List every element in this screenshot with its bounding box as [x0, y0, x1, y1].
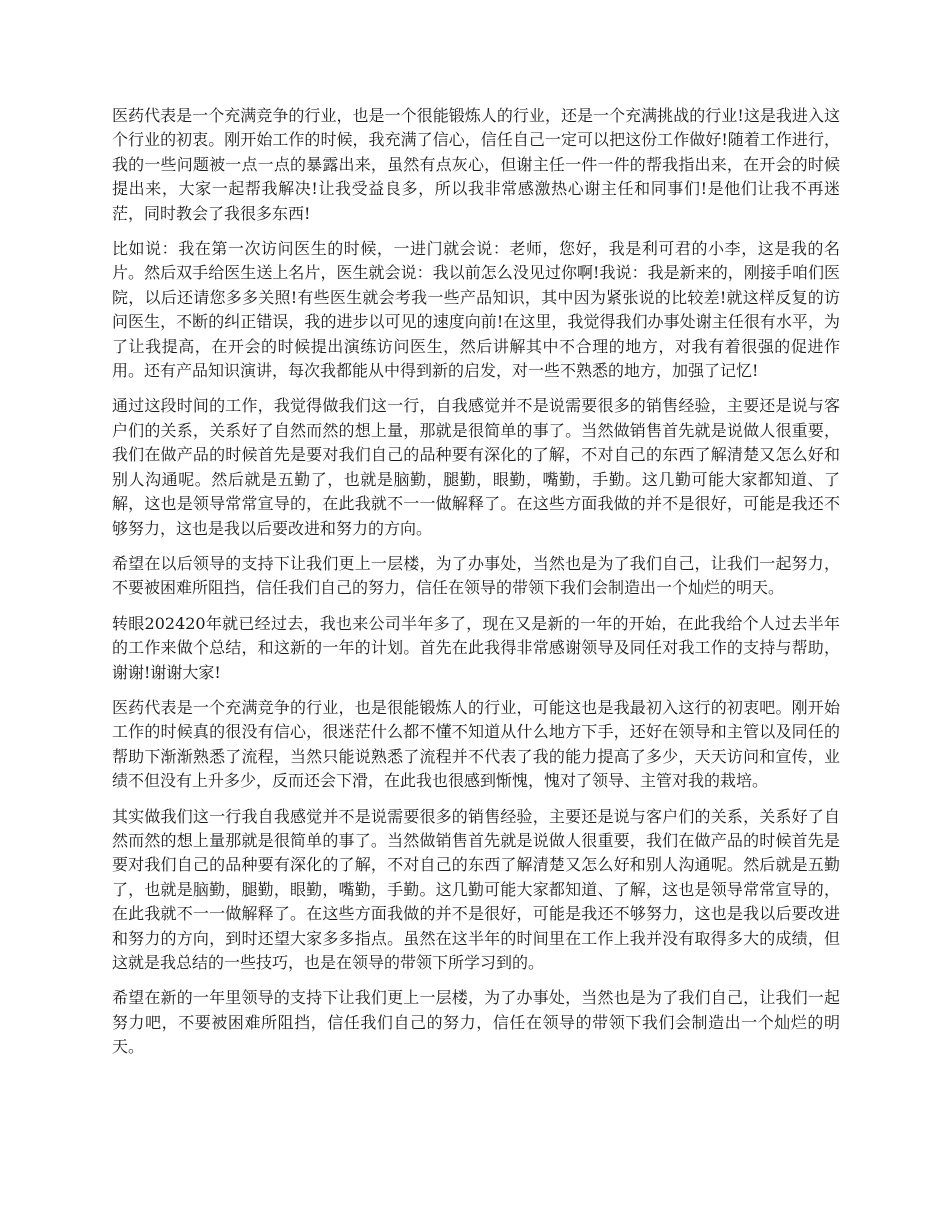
- paragraph: 转眼202420年就已经过去，我也来公司半年多了，现在又是新的一年的开始，在此我给个人过去半年的工作来做个总结，和这新的一年的计划。首先在此我得非常感谢领导及同任对我工作的支持与帮助，谢谢!谢谢大家!: [112, 613, 840, 682]
- paragraph: 其实做我们这一行我自我感觉并不是说需要很多的销售经验，主要还是说与客户们的关系，关系好了自然而然的想上量那就是很简单的事了。当然做销售首先就是说做人很重要，我们在做产品的时候首先是要对我们自己的品种要有深化的了解，不对自己的东西了解清楚又怎么好和别人沟通呢。然后就是五勤了，也就是脑勤，腿勤，眼勤，嘴勤，手勤。这几勤可能大家都知道、了解，这也是领导常常宣导的，在此我就不一一做解释了。在这些方面我做的并不是很好，可能是我还不够努力，这也是我以后要改进和努力的方向，到时还望大家多多指点。虽然在这半年的时间里在工作上我并没有取得多大的成绩，但这就是我总结的一些技巧，也是在领导的带领下所学习到的。: [112, 806, 840, 972]
- paragraph: 医药代表是一个充满竞争的行业，也是一个很能锻炼人的行业，还是一个充满挑战的行业!这是我进入这个行业的初衷。刚开始工作的时候，我充满了信心，信任自己一定可以把这份工作做好!随着工作进行，我的一些问题被一点一点的暴露出来，虽然有点灰心，但谢主任一件一件的帮我指出来，在开会的时候提出来，大家一起帮我解决!让我受益良多，所以我非常感激热心谢主任和同事们!是他们让我不再迷茫，同时教会了我很多东西!: [112, 106, 840, 223]
- paragraph: 希望在以后领导的支持下让我们更上一层楼，为了办事处，当然也是为了我们自己，让我们一起努力，不要被困难所阻挡，信任我们自己的努力，信任在领导的带领下我们会制造出一个灿烂的明天。: [112, 553, 840, 598]
- paragraph: 医药代表是一个充满竞争的行业，也是很能锻炼人的行业，可能这也是我最初入这行的初衷吧。刚开始工作的时候真的很没有信心，很迷茫什么都不懂不知道从什么地方下手，还好在领导和主管以及同任的帮助下渐渐熟悉了流程，当然只能说熟悉了流程并不代表了我的能力提高了多少，天天访问和宣传，业绩不但没有上升多少，反而还会下滑，在此我也很感到惭愧，愧对了领导、主管对我的栽培。: [112, 697, 840, 791]
- document-body: [112, 104, 840, 1071]
- paragraph: 通过这段时间的工作，我觉得做我们这一行，自我感觉并不是说需要很多的销售经验，主要还是说与客户们的关系，关系好了自然而然的想上量，那就是很简单的事了。当然做销售首先就是说做人很重要，我们在做产品的时候首先是要对我们自己的品种要有深化的了解，不对自己的东西了解清楚又怎么好和别人沟通呢。然后就是五勤了，也就是脑勤，腿勤，眼勤，嘴勤，手勤。这几勤可能大家都知道、了解，这也是领导常常宣导的，在此我就不一一做解释了。在这些方面我做的并不是很好，可能是我还不够努力，这也是我以后要改进和努力的方向。: [112, 396, 840, 538]
- paragraph: 希望在新的一年里领导的支持下让我们更上一层楼，为了办事处，当然也是为了我们自己，让我们一起努力吧，不要被困难所阻挡，信任我们自己的努力，信任在领导的带领下我们会制造出一个灿烂的明天。: [112, 988, 840, 1057]
- paragraph: 比如说：我在第一次访问医生的时候，一进门就会说：老师，您好，我是利可君的小李，这是我的名片。然后双手给医生送上名片，医生就会说：我以前怎么没见过你啊!我说：我是新来的，刚接手咱们医院，以后还请您多多关照!有些医生就会考我一些产品知识，其中因为紧张说的比较差!就这样反复的访问医生，不断的纠正错误，我的进步以可见的速度向前!在这里，我觉得我们办事处谢主任很有水平，为了让我提高，在开会的时候提出演练访问医生，然后讲解其中不合理的地方，对我有着很强的促进作用。还有产品知识演讲，每次我都能从中得到新的启发，对一些不熟悉的地方，加强了记忆!: [112, 239, 840, 381]
